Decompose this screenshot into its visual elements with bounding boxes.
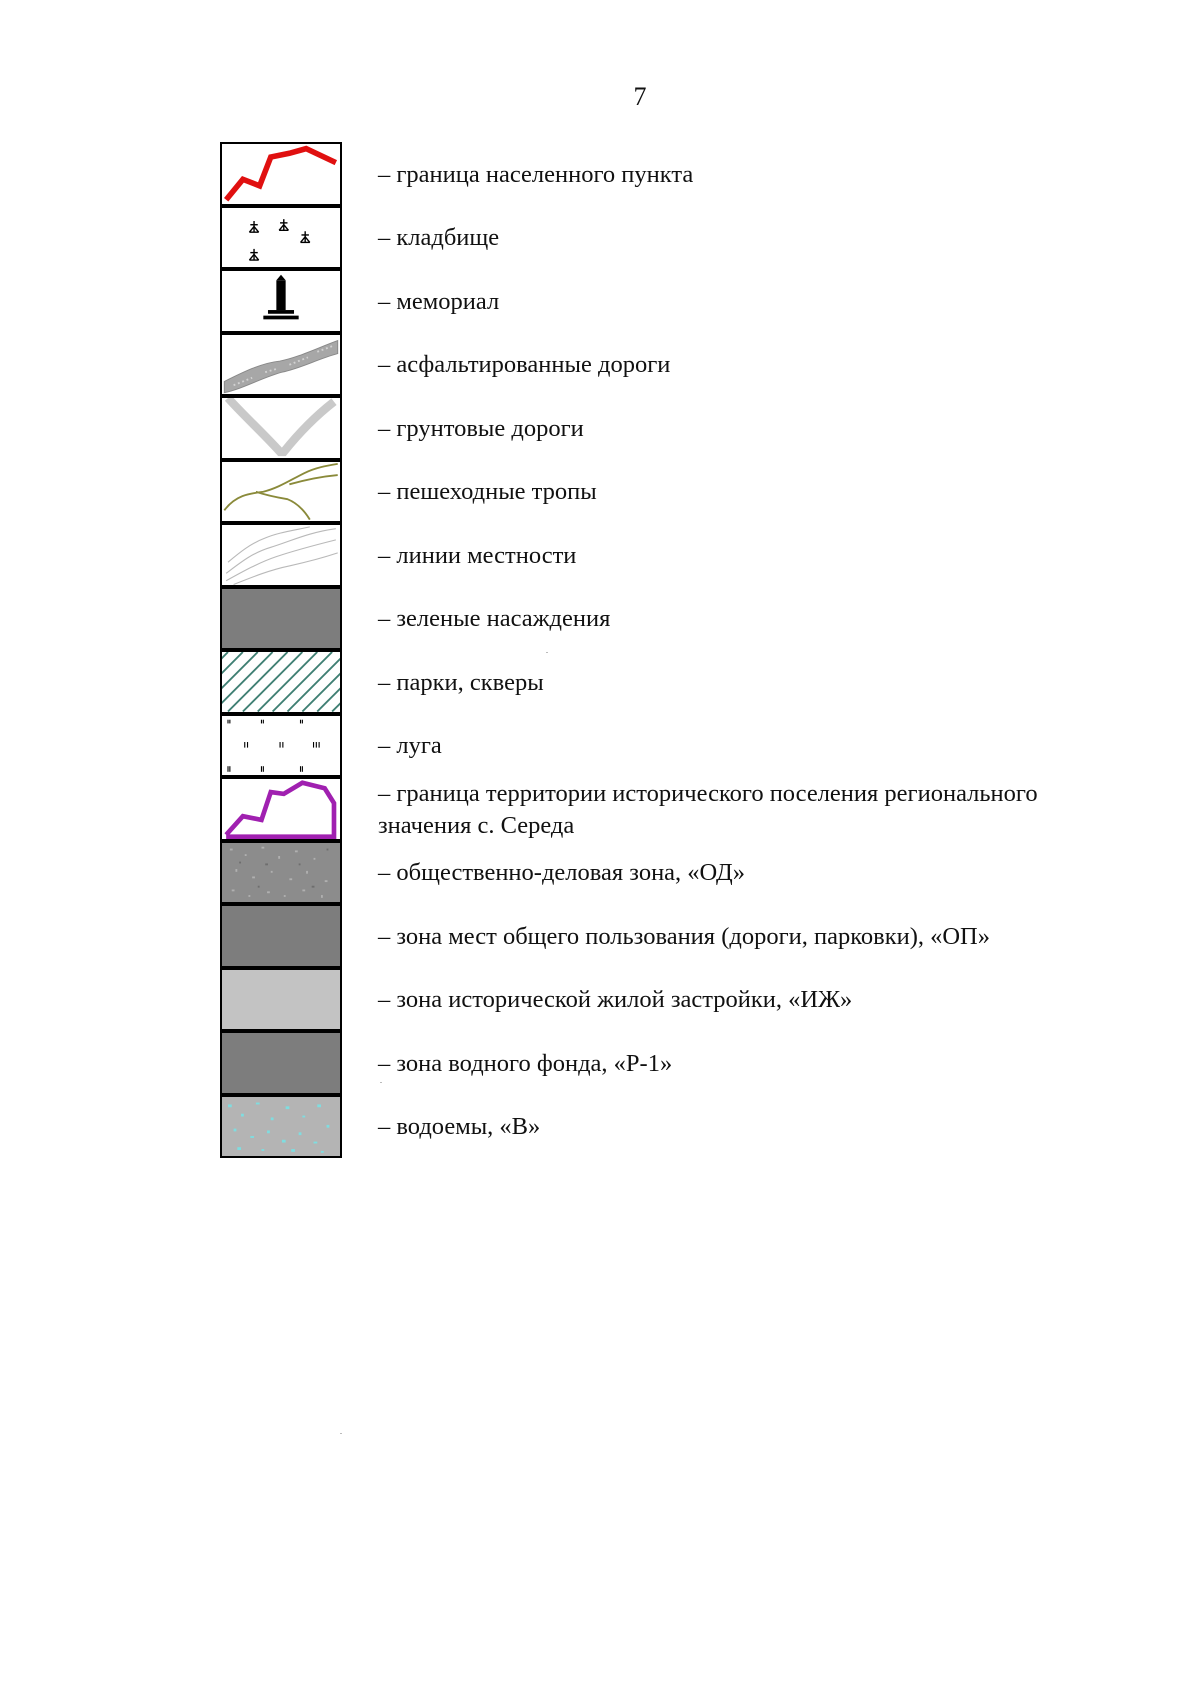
asphalt-road-icon — [220, 333, 342, 397]
legend-item — [220, 524, 1120, 588]
legend-label: – линии местности — [378, 541, 577, 569]
residential-zone-swatch — [220, 968, 342, 1032]
legend-label: – зона исторической жилой застройки, «ИЖ» — [378, 986, 853, 1014]
legend-item — [220, 905, 1120, 969]
legend-item — [220, 651, 1120, 715]
legend-item — [220, 143, 1120, 207]
scan-speck — [546, 652, 548, 653]
legend-item — [220, 397, 1120, 461]
legend-label: – пешеходные тропы — [378, 478, 597, 506]
legend-label: – общественно-деловая зона, «ОД» — [378, 859, 745, 887]
legend-item — [220, 270, 1120, 334]
parks-hatch-swatch — [220, 650, 342, 714]
legend-item — [220, 334, 1120, 398]
meadow-icon — [220, 714, 342, 778]
legend-label: – зеленые насаждения — [378, 605, 611, 633]
cemetery-icon — [220, 206, 342, 270]
legend-item — [220, 842, 1120, 906]
legend-item — [220, 778, 1120, 842]
scan-speck — [340, 1433, 342, 1434]
legend-label: – водоемы, «В» — [378, 1113, 541, 1141]
legend-label: – граница населенного пункта — [378, 160, 694, 188]
water-bodies-swatch — [220, 1095, 342, 1159]
legend — [220, 143, 1120, 1159]
memorial-icon — [220, 269, 342, 333]
legend-label: – грунтовые дороги — [378, 414, 584, 442]
legend-label: – асфальтированные дороги — [378, 351, 671, 379]
business-zone-swatch — [220, 841, 342, 905]
scan-speck — [380, 1082, 382, 1083]
red-boundary-icon — [220, 142, 342, 206]
legend-label: – луга — [378, 732, 442, 760]
legend-item — [220, 1096, 1120, 1160]
legend-label: – зона водного фонда, «Р-1» — [378, 1049, 673, 1077]
legend-item — [220, 461, 1120, 525]
public-use-zone-swatch — [220, 904, 342, 968]
purple-boundary-icon — [220, 777, 342, 841]
legend-label: – кладбище — [378, 224, 500, 252]
legend-label: – зона мест общего пользования (дороги, парковки), «ОП» — [378, 922, 990, 950]
legend-item — [220, 588, 1120, 652]
legend-item — [220, 1032, 1120, 1096]
legend-item — [220, 969, 1120, 1033]
legend-item — [220, 715, 1120, 779]
green-plantings-swatch — [220, 587, 342, 651]
legend-label: – мемориал — [378, 287, 500, 315]
water-fund-zone-swatch — [220, 1031, 342, 1095]
terrain-lines-icon — [220, 523, 342, 587]
legend-label: – парки, скверы — [378, 668, 544, 696]
legend-item — [220, 207, 1120, 271]
dirt-road-icon — [220, 396, 342, 460]
footpath-icon — [220, 460, 342, 524]
legend-label: – граница территории исторического поселения регионального значения с. Середа — [378, 779, 1038, 839]
page-number: 7 — [633, 82, 647, 111]
